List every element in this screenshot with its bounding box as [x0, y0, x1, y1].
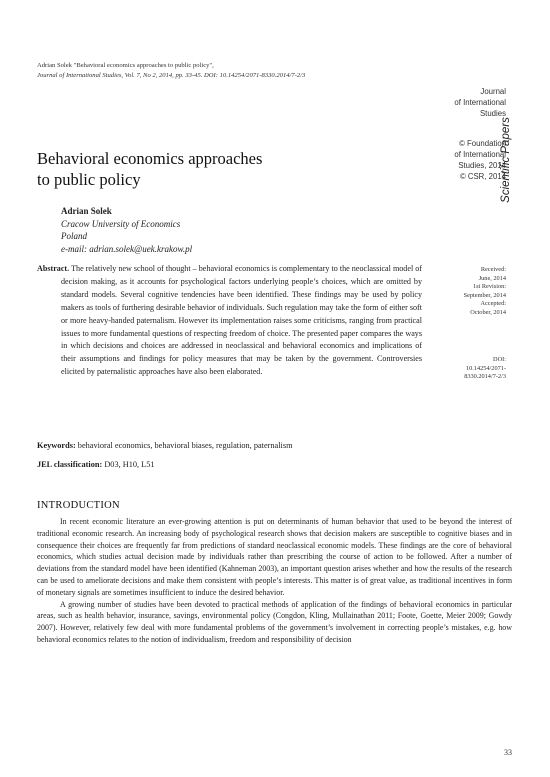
section-heading: INTRODUCTION	[37, 500, 120, 511]
jel-label: JEL classification:	[37, 460, 103, 469]
doi-line-1: 10.14254/2071-	[465, 364, 506, 372]
author-country: Poland	[61, 231, 87, 241]
revision-date: September, 2014	[463, 291, 506, 299]
accepted-date: October, 2014	[470, 308, 506, 316]
journal-name	[396, 86, 506, 119]
keywords-label: Keywords:	[37, 441, 76, 450]
citation-header	[37, 61, 387, 81]
accepted-label: Accepted:	[480, 300, 506, 308]
copyright-line-1: © Foundation	[459, 139, 506, 148]
side-label-text: Scientific Papers	[500, 117, 512, 203]
copyright-line-3: Studies, 2014	[458, 161, 506, 170]
section-side-label	[498, 117, 514, 203]
author-block	[61, 205, 192, 255]
abstract-label: Abstract.	[37, 264, 70, 273]
copyright-line-2: of International	[454, 150, 506, 159]
doi-block	[426, 356, 506, 382]
history-dates	[436, 266, 506, 318]
author-name: Adrian Solek	[61, 206, 112, 216]
journal-line-2: of International	[454, 98, 506, 107]
abstract	[37, 263, 422, 379]
journal-line-1: Journal	[480, 87, 506, 96]
body-text	[37, 516, 512, 646]
doi-label: DOI:	[493, 356, 506, 363]
jel-classification	[37, 459, 497, 471]
received-date: June, 2014	[478, 274, 506, 282]
copyright-block	[396, 138, 506, 182]
revision-label: 1st Revision:	[472, 283, 506, 291]
jel-text: D03, H10, L51	[104, 460, 155, 469]
copyright-line-4: © CSR, 2014	[459, 172, 506, 181]
keywords-text: behavioral economics, behavioral biases, regulation, paternalism	[77, 441, 293, 450]
page-number: 33	[504, 748, 512, 757]
keywords	[37, 440, 497, 452]
abstract-text: The relatively new school of thought – behavioral economics is complementary to the neoclassical model of decision making, as it accounts for psychological factors underlying people’s choices, which are omitted by standard models. Several cognitive tendencies have been identified. These findings may be used by policy makers as tools of furthering desirable behavior of individuals. Such regulation may take the form of either soft or more heavy-handed paternalism. However its implementation raises some criticisms, ranging from practical issues to more fundamental questions of respecting freedom of choice. The presented paper compares the ways in which decisions and choices are addressed in neoclassical and behavioral economics and implications of their assumptions and findings for policy measures that may be taken by the government. Controversies elicited by paternalistic approaches have also been elaborated.	[61, 264, 422, 377]
author-email: e-mail: adrian.solek@uek.krakow.pl	[61, 243, 193, 254]
citation-line-1: Adrian Solek "Behavioral economics approaches to public policy",	[37, 62, 214, 69]
citation-line-2: Journal of International Studies, Vol. 7, No 2, 2014, pp. 33-45. DOI: 10.14254/2071-8330.2014/7-2/3	[37, 72, 306, 79]
title-line-2: to public policy	[37, 170, 141, 189]
journal-line-3: Studies	[479, 109, 506, 118]
doi-line-2: 8330.2014/7-2/3	[464, 373, 506, 381]
paragraph-2: A growing number of studies have been devoted to practical methods of application of the findings of behavioral economics in particular areas, such as health behavior, insurance, savings, environmental policy (Congdon, Kling, Mullainathan 2011; Foote, Goette, Meier 2009; Gowdy 2007). However, relatively few deal with more fundamental problems of the government’s involvement in correcting people’s mistakes, e.g. how behavioral economics relates to the notion of individualism, freedom and responsibility of decision	[37, 599, 512, 644]
paragraph-1: In recent economic literature an ever-growing attention is put on determinants of human behavior that used to be beyond the interest of traditional economic research. An increasing body of psychological research shows that decision makers are susceptible to cognitive biases and in consequence their choices are frequently far from predictions of standard neoclassical economic models. These findings are the core of behavioral economics, which studies actual decision made by individuals rather than prescribing the course of action to be followed. After a number of deviations from the standard model have been identified (Kahneman 2003), an important question arises whether and how the results of the research can be used to ameliorate decisions and make them consistent with people’s interests. This matter is of great value, as traditional incentives in form of monetary signals are sometimes insufficient to induce the desired behavior.	[37, 517, 512, 597]
author-university: Cracow University of Economics	[61, 218, 181, 229]
paper-title	[37, 148, 357, 190]
received-label: Received:	[480, 266, 506, 273]
title-line-1: Behavioral economics approaches	[37, 149, 263, 168]
